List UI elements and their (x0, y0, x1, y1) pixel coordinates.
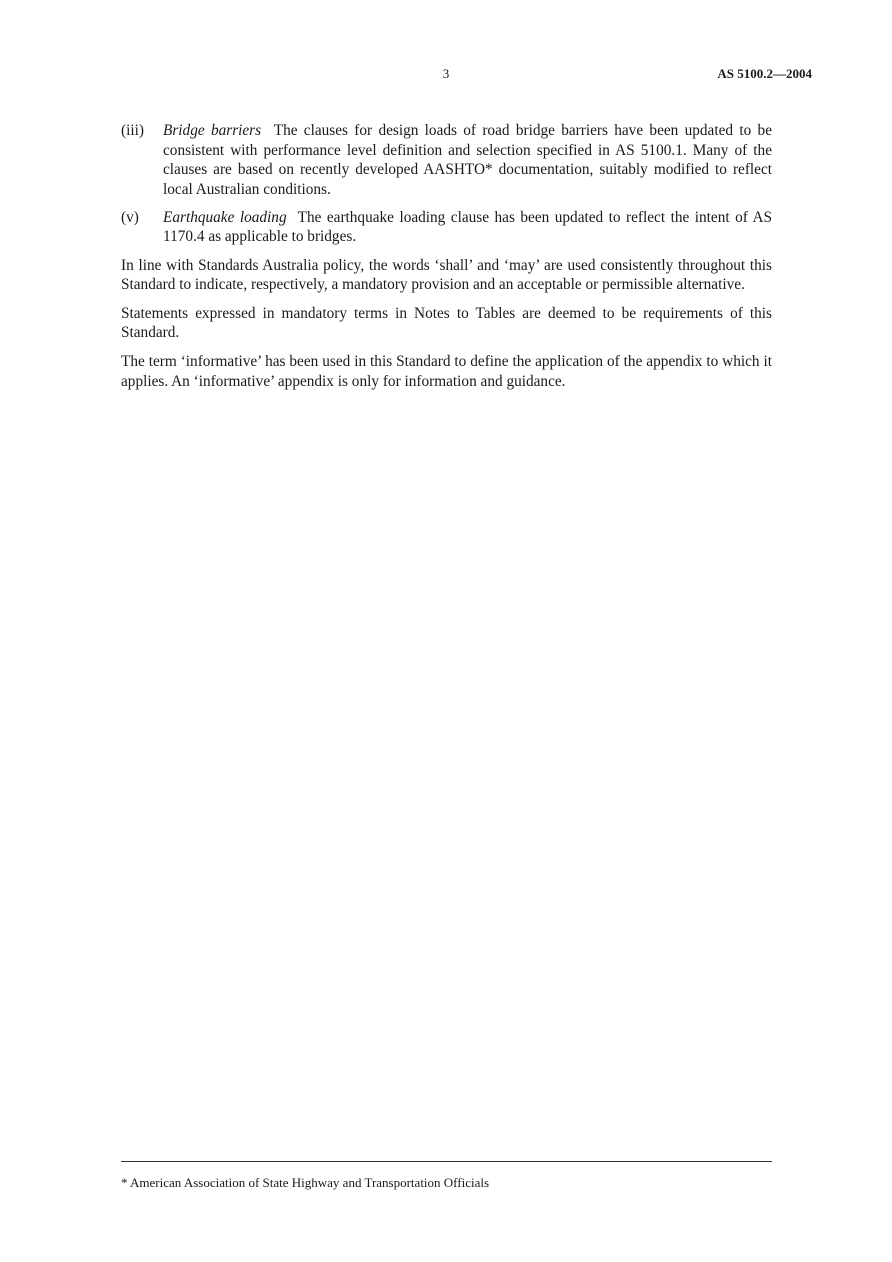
list-item-heading: Bridge barriers (163, 122, 262, 139)
list-marker: (v) (121, 208, 139, 226)
list-item-bridge-barriers (121, 121, 772, 199)
list-marker: (iii) (121, 122, 144, 139)
paragraph-mandatory-notes: Statements expressed in mandatory terms in Notes to Tables are deemed to be requirements of this Standard. (121, 304, 772, 342)
list-item-text (163, 208, 772, 247)
footnote-aashto: * American Association of State Highway and Transportation Officials (121, 1175, 490, 1190)
standard-identifier: AS 5100.2—2004 (717, 66, 812, 81)
list-item-text (163, 121, 772, 199)
document-body (121, 121, 772, 400)
list-item-earthquake-loading (121, 208, 772, 247)
page-number: 3 (442, 66, 450, 81)
list-item-body: The earthquake loading clause has been updated to reflect the intent of AS 1170.4 as applicable to bridges. (163, 208, 773, 246)
paragraph-shall-may: In line with Standards Australia policy, the words ‘shall’ and ‘may’ are used consistently throughout this Standard to indicate, respectively, a mandatory provision and an acceptable or permissible alternative. (121, 256, 772, 294)
footnote-divider (121, 1161, 772, 1162)
list-item-body: The clauses for design loads of road bridge barriers have been updated to be consistent with performance level definition and selection specified in AS 5100.1. Many of the clauses are based on recently developed AASHTO* documentation, suitably modified to reflect local Australian conditions. (163, 122, 772, 198)
paragraph-informative: The term ‘informative’ has been used in this Standard to define the application of the appendix to which it applies. An ‘informative’ appendix is only for information and guidance. (121, 352, 772, 390)
list-item-heading: Earthquake loading (163, 208, 287, 226)
